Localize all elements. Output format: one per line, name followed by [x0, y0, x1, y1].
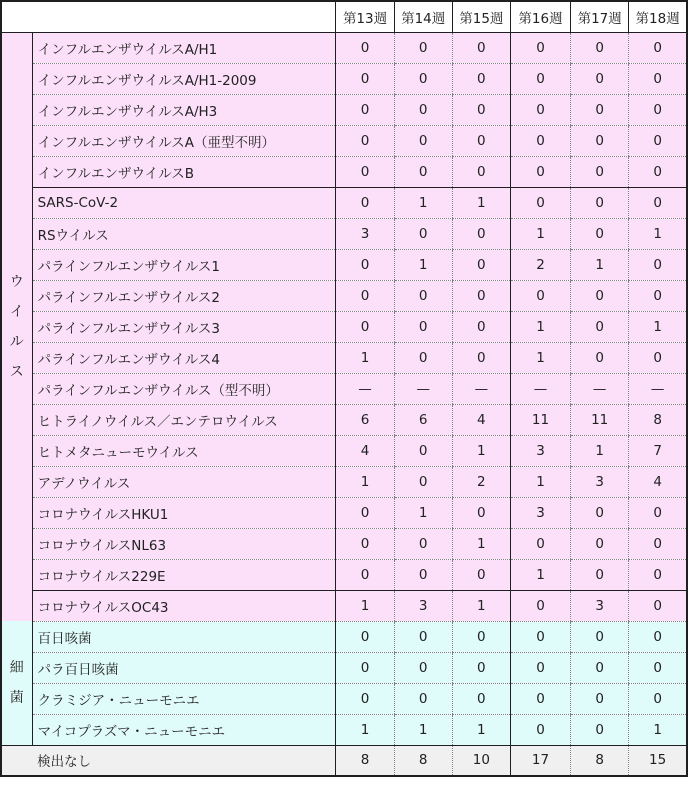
count-cell: 0	[629, 621, 687, 652]
header-row	[1, 1, 687, 32]
count-cell: 0	[571, 652, 629, 683]
count-cell: 0	[510, 280, 570, 311]
count-cell: 0	[336, 94, 394, 125]
count-cell: 0	[510, 714, 570, 745]
count-cell: 4	[629, 466, 687, 497]
count-cell: 0	[394, 63, 452, 94]
pathogen-name: パラインフルエンザウイルス4	[32, 342, 336, 373]
count-cell: 0	[394, 435, 452, 466]
table-row	[1, 621, 687, 652]
total-blank-cell	[1, 745, 32, 776]
count-cell: 0	[629, 683, 687, 714]
pathogen-name: インフルエンザウイルスB	[32, 156, 336, 187]
table-row	[1, 435, 687, 466]
count-cell: 0	[452, 32, 510, 63]
pathogen-name: クラミジア・ニューモニエ	[32, 683, 336, 714]
count-cell: 1	[452, 590, 510, 621]
table-row	[1, 714, 687, 745]
count-cell: 11	[510, 404, 570, 435]
count-cell: 0	[629, 342, 687, 373]
pathogen-name: インフルエンザウイルスA/H3	[32, 94, 336, 125]
count-cell: 0	[394, 652, 452, 683]
pathogen-name: RSウイルス	[32, 218, 336, 249]
count-cell: 0	[336, 621, 394, 652]
table-row	[1, 280, 687, 311]
category-bacteria-label	[1, 621, 32, 745]
count-cell: 0	[571, 683, 629, 714]
count-cell: 1	[394, 714, 452, 745]
count-cell: 3	[510, 497, 570, 528]
table-row	[1, 559, 687, 590]
count-cell: 0	[629, 94, 687, 125]
count-cell: 0	[452, 342, 510, 373]
pathogen-name: パラインフルエンザウイルス2	[32, 280, 336, 311]
count-cell: 0	[571, 528, 629, 559]
count-cell: 0	[629, 156, 687, 187]
count-cell: 1	[510, 342, 570, 373]
pathogen-name: コロナウイルスNL63	[32, 528, 336, 559]
count-cell: 0	[629, 590, 687, 621]
count-cell: 0	[571, 94, 629, 125]
count-cell: 0	[629, 32, 687, 63]
count-cell: 0	[394, 156, 452, 187]
count-cell: 0	[629, 249, 687, 280]
table-row	[1, 683, 687, 714]
count-cell: 0	[571, 497, 629, 528]
count-cell: —	[571, 373, 629, 404]
count-cell: 0	[571, 218, 629, 249]
count-cell: 0	[629, 125, 687, 156]
count-cell: 0	[336, 683, 394, 714]
count-cell: 0	[394, 125, 452, 156]
count-cell: 0	[452, 249, 510, 280]
count-cell: 1	[452, 435, 510, 466]
count-cell: 1	[452, 528, 510, 559]
count-cell: 4	[452, 404, 510, 435]
count-cell: 0	[629, 652, 687, 683]
count-cell: 11	[571, 404, 629, 435]
table-row	[1, 652, 687, 683]
count-cell: —	[452, 373, 510, 404]
week-header: 第15週	[452, 1, 510, 32]
pathogen-name: ヒトライノウイルス／エンテロウイルス	[32, 404, 336, 435]
count-cell: 0	[336, 156, 394, 187]
count-cell: 0	[336, 559, 394, 590]
category-char: 菌	[9, 689, 24, 706]
table-row	[1, 187, 687, 218]
table-row	[1, 311, 687, 342]
category-char: ス	[9, 363, 24, 380]
count-cell: 0	[571, 63, 629, 94]
count-cell: 0	[629, 559, 687, 590]
count-cell: 0	[510, 621, 570, 652]
count-cell: 1	[394, 249, 452, 280]
count-cell: 0	[510, 156, 570, 187]
count-cell: 0	[571, 342, 629, 373]
count-cell: 0	[394, 280, 452, 311]
week-header: 第17週	[571, 1, 629, 32]
count-cell: —	[336, 373, 394, 404]
pathogen-name: SARS-CoV-2	[32, 187, 336, 218]
pathogen-name: コロナウイルス229E	[32, 559, 336, 590]
count-cell: 3	[571, 466, 629, 497]
count-cell: 1	[452, 187, 510, 218]
total-count-cell: 15	[629, 745, 687, 776]
count-cell: 0	[336, 125, 394, 156]
count-cell: 0	[336, 280, 394, 311]
total-count-cell: 17	[510, 745, 570, 776]
count-cell: 1	[571, 435, 629, 466]
count-cell: 7	[629, 435, 687, 466]
table-row	[1, 125, 687, 156]
count-cell: 1	[510, 559, 570, 590]
count-cell: 1	[629, 714, 687, 745]
table-body	[1, 32, 687, 776]
count-cell: 0	[629, 528, 687, 559]
week-header: 第16週	[510, 1, 570, 32]
table-row	[1, 497, 687, 528]
count-cell: 3	[510, 435, 570, 466]
count-cell: 1	[336, 590, 394, 621]
count-cell: 0	[452, 621, 510, 652]
count-cell: 0	[510, 187, 570, 218]
count-cell: 0	[510, 652, 570, 683]
pathogen-name: パラインフルエンザウイルス（型不明）	[32, 373, 336, 404]
count-cell: 0	[394, 528, 452, 559]
count-cell: 0	[571, 280, 629, 311]
count-cell: —	[629, 373, 687, 404]
table-row	[1, 94, 687, 125]
count-cell: 1	[452, 714, 510, 745]
pathogen-name: コロナウイルスHKU1	[32, 497, 336, 528]
count-cell: 0	[336, 528, 394, 559]
count-cell: 0	[571, 559, 629, 590]
table-row	[1, 590, 687, 621]
count-cell: 0	[571, 621, 629, 652]
table-row	[1, 32, 687, 63]
table-row	[1, 528, 687, 559]
count-cell: 0	[571, 32, 629, 63]
table-row	[1, 342, 687, 373]
count-cell: 0	[452, 497, 510, 528]
count-cell: —	[510, 373, 570, 404]
count-cell: 0	[336, 63, 394, 94]
count-cell: 0	[510, 32, 570, 63]
count-cell: 1	[336, 466, 394, 497]
count-cell: 0	[336, 652, 394, 683]
count-cell: 2	[452, 466, 510, 497]
count-cell: 1	[629, 218, 687, 249]
total-count-cell: 8	[394, 745, 452, 776]
table-row	[1, 373, 687, 404]
count-cell: 0	[510, 528, 570, 559]
count-cell: 3	[336, 218, 394, 249]
count-cell: 0	[452, 652, 510, 683]
count-cell: 0	[571, 187, 629, 218]
count-cell: 0	[452, 559, 510, 590]
count-cell: 0	[510, 63, 570, 94]
count-cell: 0	[394, 218, 452, 249]
count-cell: 0	[336, 311, 394, 342]
total-row	[1, 745, 687, 776]
table-row	[1, 218, 687, 249]
table-row	[1, 63, 687, 94]
count-cell: 0	[394, 683, 452, 714]
pathogen-name: インフルエンザウイルスA/H1	[32, 32, 336, 63]
count-cell: 0	[452, 63, 510, 94]
count-cell: 0	[571, 311, 629, 342]
total-label: 検出なし	[32, 745, 336, 776]
count-cell: 0	[394, 311, 452, 342]
pathogen-name: アデノウイルス	[32, 466, 336, 497]
count-cell: 1	[336, 342, 394, 373]
count-cell: 1	[336, 714, 394, 745]
pathogen-name: コロナウイルスOC43	[32, 590, 336, 621]
pathogen-name: インフルエンザウイルスA（亜型不明）	[32, 125, 336, 156]
category-char: ウ	[9, 273, 24, 290]
table-row	[1, 466, 687, 497]
count-cell: 0	[510, 683, 570, 714]
category-char: イ	[9, 303, 24, 320]
count-cell: 0	[394, 32, 452, 63]
pathogen-name: インフルエンザウイルスA/H1-2009	[32, 63, 336, 94]
count-cell: 6	[394, 404, 452, 435]
count-cell: 0	[510, 94, 570, 125]
category-virus-label	[1, 32, 32, 621]
count-cell: 0	[629, 187, 687, 218]
count-cell: 8	[629, 404, 687, 435]
category-char: 細	[9, 659, 24, 676]
count-cell: —	[394, 373, 452, 404]
header-blank-name	[32, 1, 336, 32]
total-count-cell: 10	[452, 745, 510, 776]
table-row	[1, 156, 687, 187]
table-row	[1, 249, 687, 280]
pathogen-name: ヒトメタニューモウイルス	[32, 435, 336, 466]
week-header: 第13週	[336, 1, 394, 32]
total-count-cell: 8	[336, 745, 394, 776]
table-row	[1, 404, 687, 435]
count-cell: 0	[394, 559, 452, 590]
header-blank-category	[1, 1, 32, 32]
count-cell: 0	[571, 714, 629, 745]
category-char: ル	[9, 333, 24, 350]
count-cell: 0	[510, 125, 570, 156]
pathogen-name: 百日咳菌	[32, 621, 336, 652]
count-cell: 0	[629, 497, 687, 528]
count-cell: 0	[452, 218, 510, 249]
count-cell: 0	[452, 683, 510, 714]
count-cell: 1	[571, 249, 629, 280]
count-cell: 0	[452, 280, 510, 311]
count-cell: 1	[510, 218, 570, 249]
pathogen-name: パラ百日咳菌	[32, 652, 336, 683]
count-cell: 3	[571, 590, 629, 621]
count-cell: 0	[394, 466, 452, 497]
count-cell: 0	[452, 94, 510, 125]
count-cell: 2	[510, 249, 570, 280]
count-cell: 0	[452, 311, 510, 342]
count-cell: 0	[336, 249, 394, 280]
count-cell: 1	[510, 311, 570, 342]
count-cell: 1	[394, 187, 452, 218]
count-cell: 0	[452, 125, 510, 156]
count-cell: 0	[394, 94, 452, 125]
count-cell: 0	[336, 187, 394, 218]
count-cell: 6	[336, 404, 394, 435]
count-cell: 0	[571, 156, 629, 187]
count-cell: 1	[510, 466, 570, 497]
count-cell: 0	[394, 621, 452, 652]
pathogen-name: マイコプラズマ・ニューモニエ	[32, 714, 336, 745]
count-cell: 4	[336, 435, 394, 466]
count-cell: 0	[452, 156, 510, 187]
week-header: 第14週	[394, 1, 452, 32]
count-cell: 3	[394, 590, 452, 621]
count-cell: 0	[571, 125, 629, 156]
pathogen-name: パラインフルエンザウイルス3	[32, 311, 336, 342]
count-cell: 0	[394, 342, 452, 373]
count-cell: 1	[394, 497, 452, 528]
count-cell: 0	[629, 280, 687, 311]
week-header: 第18週	[629, 1, 687, 32]
total-count-cell: 8	[571, 745, 629, 776]
count-cell: 0	[336, 32, 394, 63]
count-cell: 0	[510, 590, 570, 621]
pathogen-name: パラインフルエンザウイルス1	[32, 249, 336, 280]
count-cell: 0	[336, 497, 394, 528]
count-cell: 1	[629, 311, 687, 342]
count-cell: 0	[629, 63, 687, 94]
